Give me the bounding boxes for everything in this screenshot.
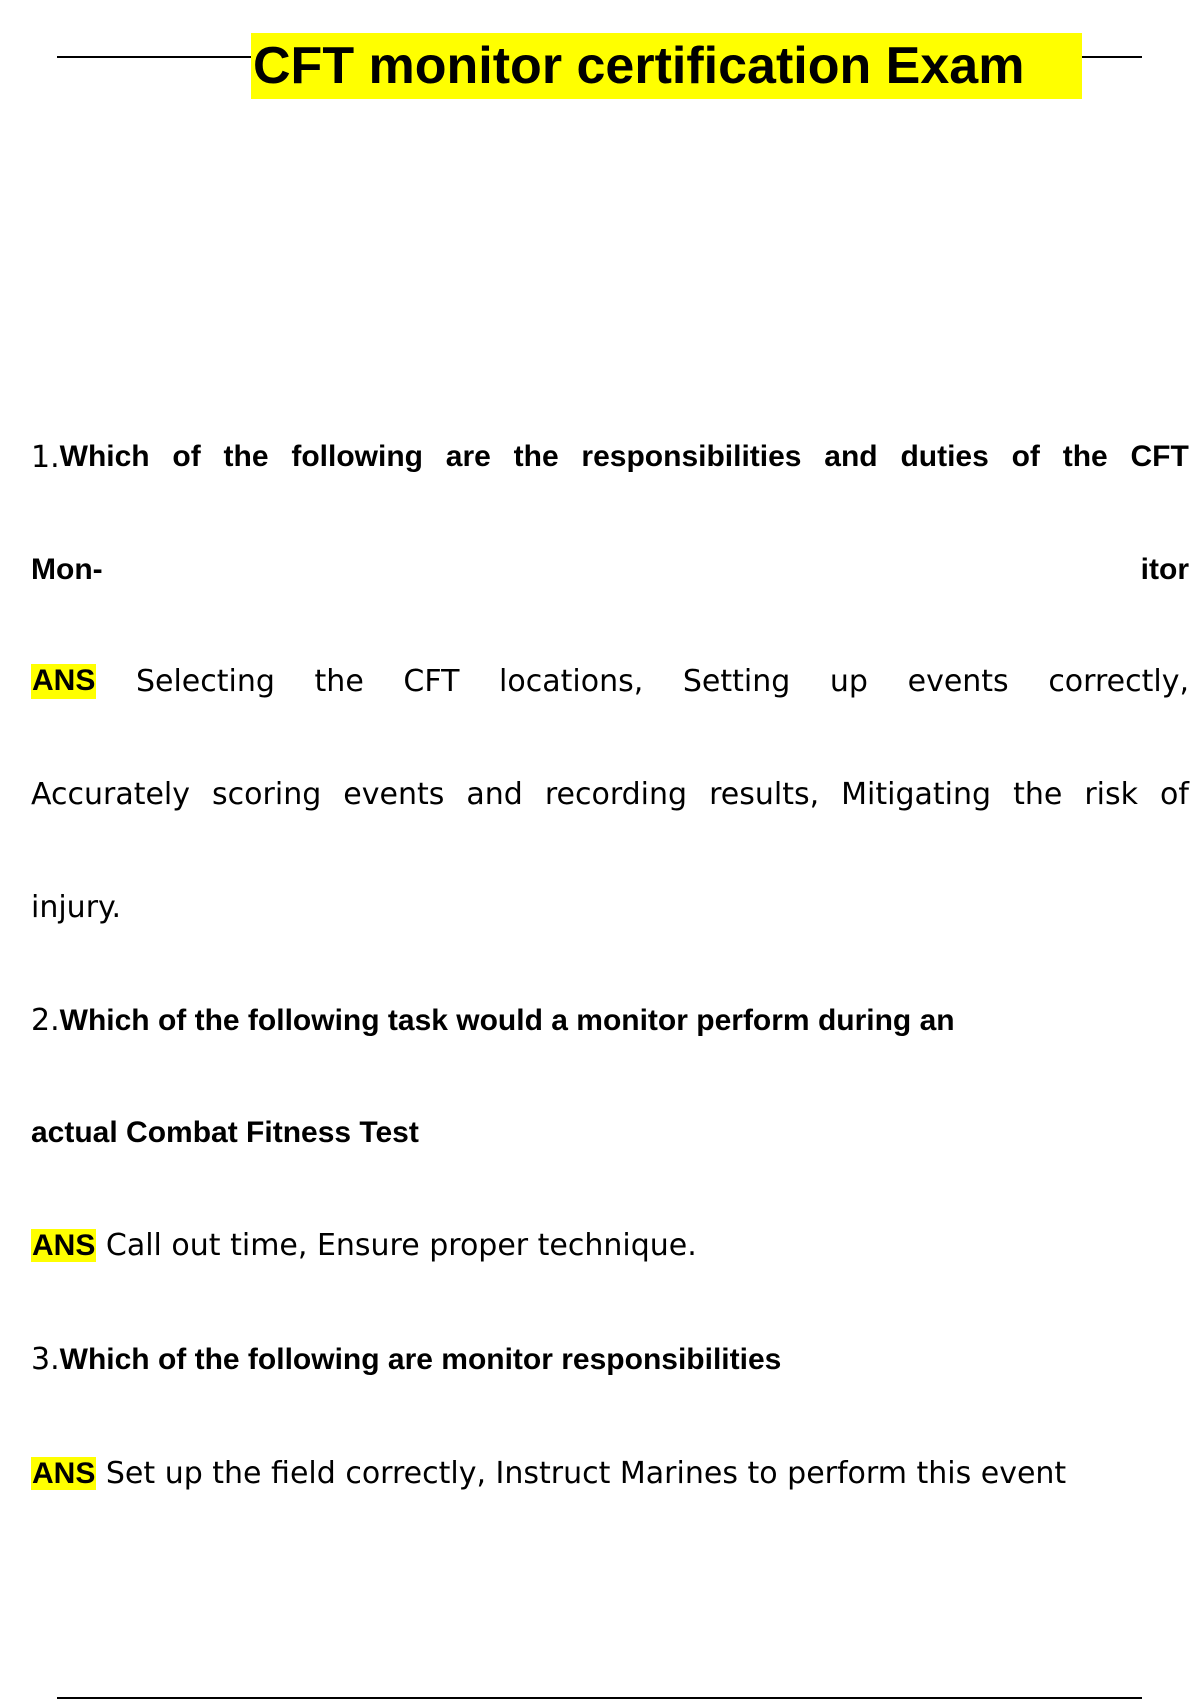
answer-1-line-2 — [31, 777, 1189, 812]
answer-1-word: Setting — [682, 664, 791, 699]
document-title: CFT monitor certification Exam — [251, 33, 1082, 99]
answer-1-word: Accurately — [31, 777, 191, 812]
question-1-word: the — [223, 440, 269, 473]
answer-1-word: Mitigating — [841, 777, 992, 812]
answer-1-line-3: injury. — [31, 890, 122, 925]
answer-1-word: correctly, — [1048, 664, 1189, 699]
question-1-word: responsibilities — [581, 440, 802, 473]
answer-1-word: recording — [544, 777, 688, 812]
question-3-text: Which of the following are monitor responsibilities — [59, 1343, 782, 1376]
answer-2-text: Call out time, Ensure proper technique. — [105, 1228, 697, 1263]
answer-2 — [31, 1228, 1189, 1263]
answer-1-word: CFT — [403, 664, 460, 699]
question-2-text: Which of the following task would a monitor perform during an — [59, 1004, 955, 1037]
answer-1-word: the — [314, 664, 364, 699]
answer-1-word: events — [343, 777, 445, 812]
question-1-word: of — [172, 440, 201, 473]
answer-label: ANS — [32, 1457, 96, 1490]
title-rule-left — [57, 56, 252, 58]
question-1-line-1 — [31, 440, 1189, 475]
answer-1-word: scoring — [212, 777, 322, 812]
question-1-word: Which — [59, 440, 150, 473]
question-2-line-1 — [31, 1003, 1189, 1038]
question-1-word: itor — [1140, 553, 1189, 586]
answer-1-word: the — [1013, 777, 1063, 812]
answer-1-word: locations, — [499, 664, 644, 699]
question-1-word: duties — [900, 440, 989, 473]
answer-1-word: risk — [1084, 777, 1138, 812]
question-1-word: Mon- — [31, 553, 103, 586]
answer-1-line-1 — [31, 664, 1189, 699]
answer-1-word: events — [907, 664, 1009, 699]
question-2-line-2: actual Combat Fitness Test — [31, 1116, 419, 1149]
answer-1-word: and — [466, 777, 523, 812]
question-1-word: following — [291, 440, 423, 473]
question-1-word: of — [1011, 440, 1040, 473]
answer-1-word: results, — [709, 777, 820, 812]
answer-1-word: Selecting — [135, 664, 275, 699]
answer-3-text: Set up the field correctly, Instruct Marines to perform this event — [105, 1456, 1067, 1491]
answer-1-word: of — [1160, 777, 1189, 812]
question-1-word: CFT — [1130, 440, 1189, 473]
question-1-word: are — [445, 440, 491, 473]
question-1-number: 1. — [31, 440, 60, 475]
question-1-word: and — [824, 440, 878, 473]
question-1-line-2 — [31, 553, 1189, 587]
answer-label: ANS — [32, 664, 96, 697]
footer-rule — [57, 1697, 1142, 1699]
answer-3 — [31, 1456, 1189, 1491]
answer-1-word: up — [829, 664, 868, 699]
title-rule-right — [1082, 56, 1142, 58]
question-2-number: 2. — [31, 1003, 60, 1038]
answer-label: ANS — [32, 1229, 96, 1262]
question-3-number: 3. — [31, 1342, 60, 1377]
question-1-word: the — [513, 440, 559, 473]
question-3-line-1 — [31, 1342, 1189, 1377]
question-1-word: the — [1062, 440, 1108, 473]
